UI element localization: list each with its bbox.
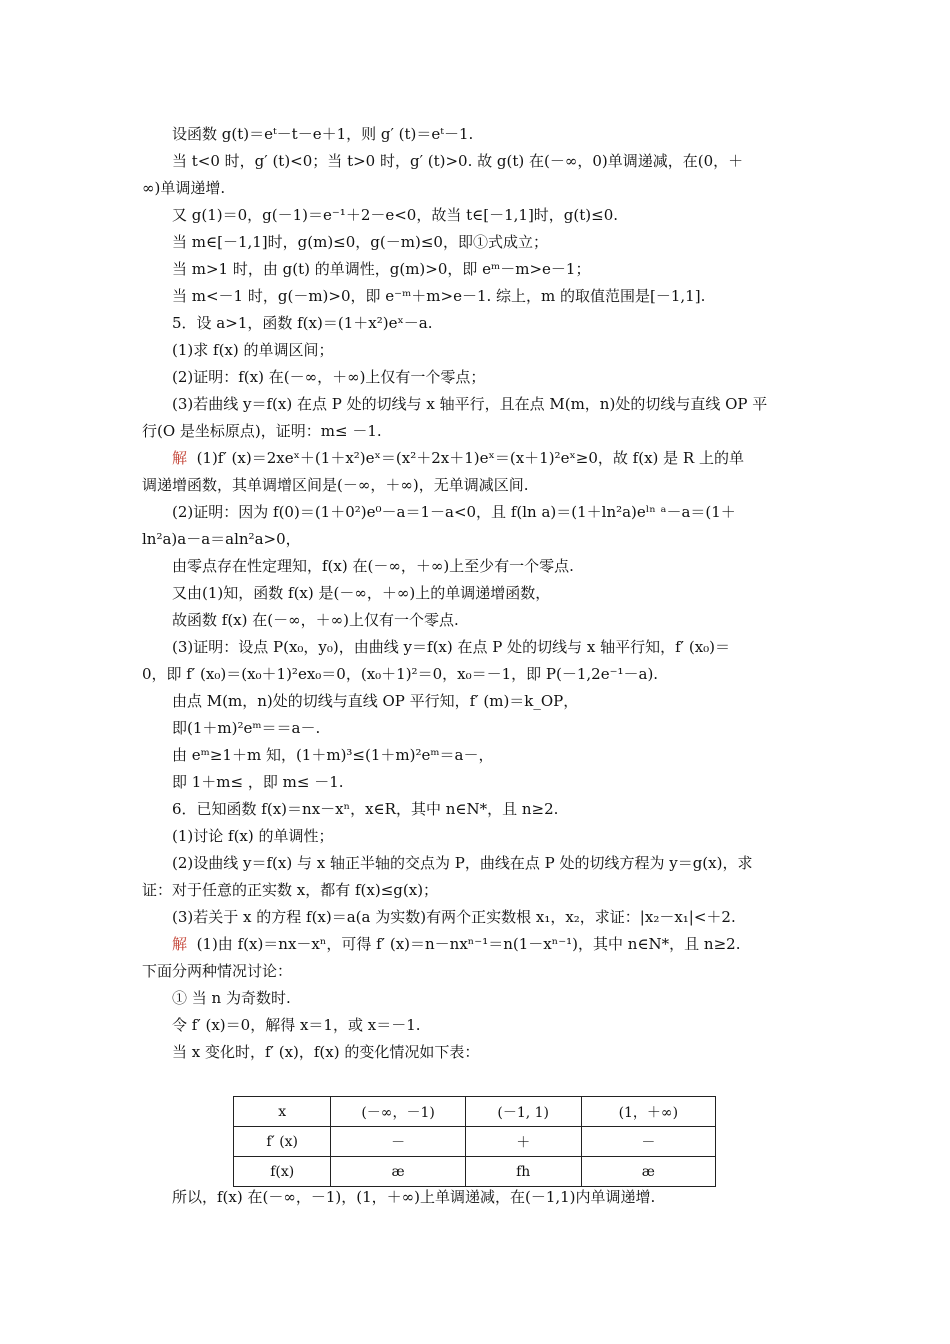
- text-line: (2)设曲线 y＝f(x) 与 x 轴正半轴的交点为 P，曲线在点 P 处的切线方程为 y＝g(x)，求: [172, 854, 753, 872]
- text-line: 当 m∈[－1,1]时，g(m)≤0，g(－m)≤0，即①式成立；: [172, 233, 548, 251]
- text-line: (2)证明：因为 f(0)＝(1＋0²)e⁰－a＝1－a<0，且 f(ln a)＝(1＋ln²a)eˡⁿ ᵃ－a＝(1＋: [172, 503, 736, 521]
- text-line: 由零点存在性定理知，f(x) 在(－∞，＋∞)上至少有一个零点.: [172, 557, 574, 575]
- text-line: 调递增函数，其单调增区间是(－∞，＋∞)，无单调减区间.: [142, 476, 529, 494]
- table-cell: fh: [465, 1157, 581, 1187]
- problem-5-title: 5．设 a>1，函数 f(x)＝(1＋x²)eˣ－a.: [172, 314, 433, 332]
- text-line: 当 t<0 时，g′ (t)<0；当 t>0 时，g′ (t)>0. 故 g(t) 在(－∞，0)单调递减，在(0，＋: [172, 152, 744, 170]
- table-cell: (－∞，－1): [331, 1097, 465, 1127]
- solution-line: [172, 934, 740, 954]
- text-line: 当 x 变化时，f′ (x)，f(x) 的变化情况如下表：: [172, 1043, 480, 1061]
- solution-text: (1)由 f(x)＝nx－xⁿ，可得 f′ (x)＝n－nxⁿ⁻¹＝n(1－xⁿ⁻¹)，其中 n∈N*，且 n≥2.: [196, 935, 741, 953]
- table-row: [234, 1157, 716, 1187]
- text-line: ln²a)a－a＝aln²a>0，: [142, 530, 301, 548]
- text-line: (3)若曲线 y＝f(x) 在点 P 处的切线与 x 轴平行，且在点 M(m，n)处的切线与直线 OP 平: [172, 395, 768, 413]
- solution-text: (1)f′ (x)＝2xeˣ＋(1＋x²)eˣ＝(x²＋2x＋1)eˣ＝(x＋1)²eˣ≥0，故 f(x) 是 R 上的单: [196, 449, 744, 467]
- table-cell: x: [234, 1097, 331, 1127]
- table-cell: －: [331, 1127, 465, 1157]
- text-line: (1)讨论 f(x) 的单调性；: [172, 827, 334, 845]
- text-line: (3)证明：设点 P(x₀，y₀)，由曲线 y＝f(x) 在点 P 处的切线与 x 轴平行知，f′ (x₀)＝: [172, 638, 731, 656]
- text-line: (3)若关于 x 的方程 f(x)＝a(a 为实数)有两个正实数根 x₁，x₂，求证：|x₂－x₁|<＋2.: [172, 908, 736, 926]
- text-line: (2)证明：f(x) 在(－∞，＋∞)上仅有一个零点；: [172, 368, 486, 386]
- table-row: [234, 1097, 716, 1127]
- text-line: 行(O 是坐标原点)，证明：m≤ －1.: [142, 422, 382, 440]
- variation-table: [233, 1096, 716, 1187]
- text-line: 即(1＋m)²eᵐ＝＝a－.: [172, 719, 321, 737]
- table-row: [234, 1127, 716, 1157]
- table-cell: æ: [331, 1157, 465, 1187]
- table-cell: f′ (x): [234, 1127, 331, 1157]
- text-line: 故函数 f(x) 在(－∞，＋∞)上仅有一个零点.: [172, 611, 459, 629]
- table-cell: －: [581, 1127, 715, 1157]
- text-line: 又由(1)知，函数 f(x) 是(－∞，＋∞)上的单调递增函数，: [172, 584, 551, 602]
- table-cell: ＋: [465, 1127, 581, 1157]
- text-line: 设函数 g(t)＝eᵗ－t－e＋1，则 g′ (t)＝eᵗ－1.: [172, 125, 474, 143]
- text-line: 令 f′ (x)＝0，解得 x＝1，或 x＝－1.: [172, 1016, 421, 1034]
- text-line: 当 m<－1 时，g(－m)>0，即 e⁻ᵐ＋m>e－1. 综上，m 的取值范围是[－1,1].: [172, 287, 706, 305]
- text-line: 由 eᵐ≥1＋m 知，(1＋m)³≤(1＋m)²eᵐ＝a－，: [172, 746, 494, 764]
- text-line: ① 当 n 为奇数时.: [172, 989, 291, 1007]
- solution-label: 解: [172, 449, 188, 467]
- text-line: 由点 M(m，n)处的切线与直线 OP 平行知，f′ (m)＝k_OP，: [172, 692, 579, 710]
- table-cell: æ: [581, 1157, 715, 1187]
- text-line: 所以，f(x) 在(－∞，－1)，(1，＋∞)上单调递减，在(－1,1)内单调递增.: [172, 1188, 656, 1206]
- text-line: (1)求 f(x) 的单调区间；: [172, 341, 334, 359]
- solution-label: 解: [172, 935, 188, 953]
- text-line: 即 1＋m≤ ，即 m≤ －1.: [172, 773, 344, 791]
- text-line: 0，即 f′ (x₀)＝(x₀＋1)²ex₀＝0，(x₀＋1)²＝0，x₀＝－1，即 P(－1,2e⁻¹－a).: [142, 665, 659, 683]
- text-line: 当 m>1 时，由 g(t) 的单调性，g(m)>0，即 eᵐ－m>e－1；: [172, 260, 591, 278]
- text-line: ∞)单调递增.: [142, 179, 226, 197]
- table-cell: f(x): [234, 1157, 331, 1187]
- table-cell: (1，＋∞): [581, 1097, 715, 1127]
- text-line: 又 g(1)＝0，g(－1)＝e⁻¹＋2－e<0，故当 t∈[－1,1]时，g(t)≤0.: [172, 206, 619, 224]
- problem-6-title: 6．已知函数 f(x)＝nx－xⁿ，x∈R，其中 n∈N*，且 n≥2.: [172, 800, 559, 818]
- text-line: 证：对于任意的正实数 x，都有 f(x)≤g(x)；: [142, 881, 439, 899]
- solution-line: [172, 448, 744, 468]
- text-line: 下面分两种情况讨论：: [142, 962, 293, 980]
- table-cell: (－1, 1): [465, 1097, 581, 1127]
